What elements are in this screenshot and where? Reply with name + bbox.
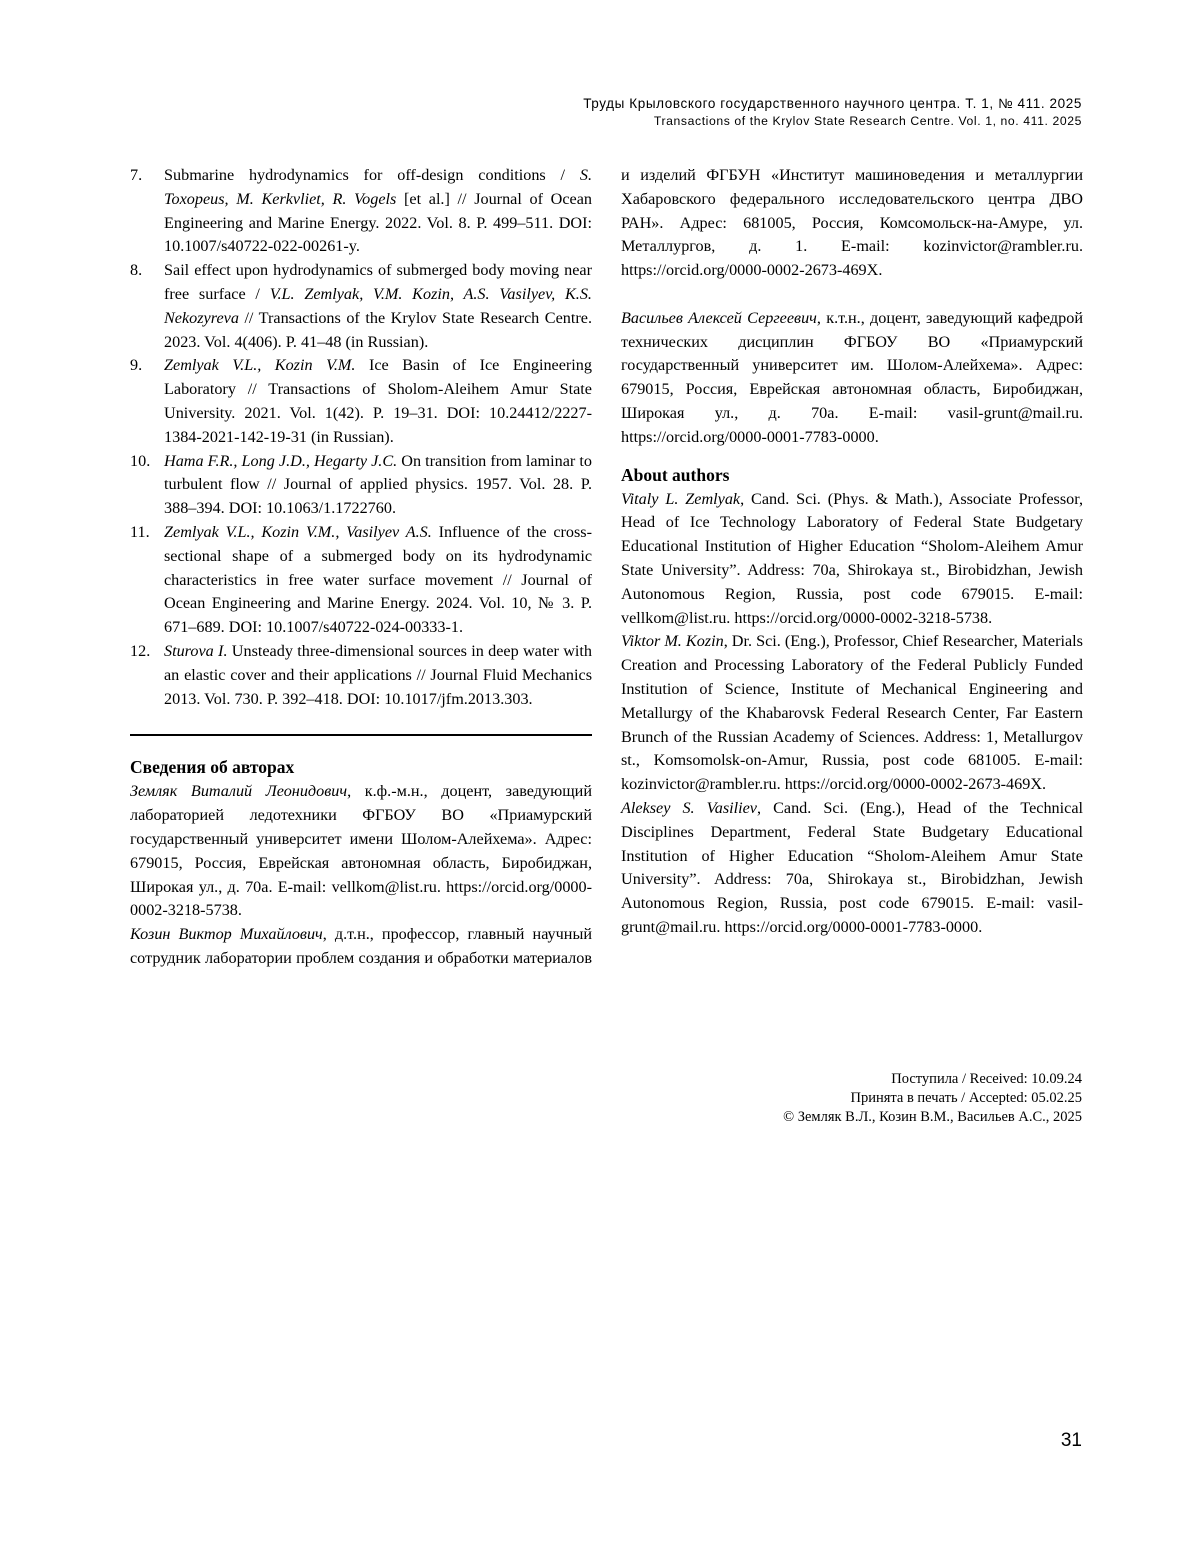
reference-item: [130, 354, 592, 449]
received-date: Поступила / Received: 10.09.24: [891, 1071, 1082, 1087]
author-details: , к.ф.-м.н., доцент, заведующий лабораторией ледотехники ФГБОУ ВО «Приамурский государственный университет имени Шолом-Алейхема». Адрес: 679015, Россия, Еврейская автономная область, Биробиджан, Широкая ул., д. 70а. E-mail: vellkom@list.ru. https://orcid.org/0000-0002-3218-5738.: [130, 782, 592, 920]
author-details: , к.т.н., доцент, заведующий кафедрой технических дисциплин ФГБОУ ВО «Приамурский государственный университет им. Шолом-Алейхема». Адрес: 679015, Россия, Еврейская автономная область, Биробиджан, Широкая ул., д. 70а. E-mail: vasil-grunt@mail.ru. https://orcid.org/0000-0001-7783-0000.: [621, 308, 1083, 446]
author-name: Aleksey S. Vasiliev: [621, 798, 757, 817]
en-author-entry: [621, 488, 1083, 631]
reference-number: 12.: [130, 641, 151, 660]
author-name: Vitaly L. Zemlyak: [621, 489, 741, 508]
reference-source: Ice Basin of Ice Engineering Laboratory // Transactions of Sholom-Aleihem Amur State University. 2021. Vol. 1(42). P. 19–31. DOI: 10.24412/2227-1384-2021-142-19-31 (in Russian).: [164, 356, 592, 446]
copyright-line: © Земляк В.Л., Козин В.М., Васильев А.С., 2025: [783, 1109, 1082, 1125]
left-column: [130, 164, 592, 971]
ru-author-entry: [130, 780, 592, 923]
reference-number: 9.: [130, 356, 143, 375]
reference-authors: S. Toxopeus, M. Kerkvliet, R. Vogels: [164, 166, 592, 208]
author-details: , Cand. Sci. (Phys. & Math.), Associate Professor, Head of Ice Technology Laboratory of Federal State Budgetary Educational Institution of Higher Education “Sholom-Aleihem Amur State University”. Address: 70a, Shirokaya st., Birobidzhan, Jewish Autonomous Region, Russia, post code 679015. E-mail: vellkom@list.ru. https://orcid.org/0000-0002-3218-5738.: [621, 489, 1083, 627]
reference-source: [et al.] // Journal of Ocean Engineering and Marine Energy. 2022. Vol. 8. P. 499–511. DOI: 10.1007/s40722-022-00261-y.: [164, 189, 592, 256]
article-dates: [783, 1070, 1082, 1127]
reference-source: // Transactions of the Krylov State Research Centre. 2023. Vol. 4(406). P. 41–48 (in Russian).: [164, 308, 592, 351]
reference-text: [164, 521, 592, 640]
right-column: [621, 164, 1083, 940]
reference-text: [164, 259, 592, 354]
reference-authors: Hama F.R., Long J.D., Hegarty J.C.: [164, 451, 398, 470]
author-details: , Dr. Sci. (Eng.), Professor, Chief Researcher, Materials Creation and Processing Laboratory of the Federal Publicly Funded Institution of Science, Institute of Mechanical Engineering and Metallurgy of the Khabarovsk Federal Research Center, Far Eastern Brunch of the Russian Academy of Sciences. Address: 1, Metallurgov st., Komsomolsk-on-Amur, Russia, post code 681005. E-mail: kozinvictor@rambler.ru. https://orcid.org/0000-0002-2673-469X.: [621, 632, 1083, 794]
reference-text: [164, 354, 592, 449]
reference-item: [130, 450, 592, 521]
author-name: Viktor M. Kozin: [621, 632, 724, 651]
author-name: Земляк Виталий Леонидович: [130, 782, 348, 801]
reference-number: 8.: [130, 261, 143, 280]
reference-number: 7.: [130, 166, 143, 184]
reference-title: Submarine hydrodynamics for off-design conditions /: [164, 166, 580, 184]
reference-text: [164, 164, 592, 259]
reference-text: [164, 450, 592, 521]
ru-author-part-1: [130, 780, 592, 970]
en-author-entry: [621, 630, 1083, 797]
reference-source: On transition from laminar to turbulent flow // Journal of applied physics. 1957. Vol. 28. P. 388–394. DOI: 10.1063/1.1722760.: [164, 451, 592, 518]
journal-title-ru: Труды Крыловского государственного научного центра. Т. 1, № 411. 2025: [583, 96, 1082, 111]
author-name: Козин Виктор Михайлович: [130, 925, 323, 944]
reference-item: [130, 521, 592, 640]
en-authors-heading: About authors: [621, 464, 730, 485]
en-author-entry: [621, 797, 1083, 940]
author-details: и изделий ФГБУН «Институт машиноведения и металлургии Хабаровского федерального исследовательского центра ДВО РАН». Адрес: 681005, Россия, Комсомольск-на-Амуре, ул. Металлургов, д. 1. E-mail: kozinvictor@rambler.ru. https://orcid.org/0000-0002-2673-469X.: [621, 166, 1083, 280]
reference-authors: Zemlyak V.L., Kozin V.M., Vasilyev A.S.: [164, 522, 432, 541]
reference-item: [130, 259, 592, 354]
accepted-date: Принята в печать / Accepted: 05.02.25: [850, 1090, 1082, 1106]
reference-authors: Sturova I.: [164, 641, 228, 660]
reference-text: [164, 640, 592, 711]
ru-author-entry: [621, 307, 1083, 450]
author-details: , Cand. Sci. (Eng.), Head of the Technical Disciplines Department, Federal State Budgetary Educational Institution of Higher Education “Sholom-Aleihem Amur State University”. Address: 70a, Shirokaya st., Birobidzhan, Jewish Autonomous Region, Russia, post code 679015. E-mail: vasil-grunt@mail.ru. https://orcid.org/0000-0001-7783-0000.: [621, 798, 1083, 936]
reference-number: 11.: [130, 522, 150, 541]
journal-title-en: Transactions of the Krylov State Research Centre. Vol. 1, no. 411. 2025: [653, 114, 1082, 128]
page-number: 31: [1060, 1430, 1082, 1451]
section-divider: [130, 734, 592, 736]
reference-source: Influence of the cross-sectional shape of a submerged body on its hydrodynamic characteristics in free water surface movement // Journal of Ocean Engineering and Marine Energy. 2024. Vol. 10, № 3. P. 671–689. DOI: 10.1007/s40722-024-00333-1.: [164, 522, 592, 637]
reference-authors: Zemlyak V.L., Kozin V.M.: [164, 356, 356, 375]
ru-author-entry: [621, 164, 1083, 283]
author-name: Васильев Алексей Сергеевич: [621, 308, 817, 327]
reference-item: [130, 164, 592, 259]
author-details: , д.т.н., профессор, главный научный сотрудник лаборатории проблем создания и обработки материалов: [130, 925, 592, 967]
ru-author-entry: [130, 923, 592, 971]
running-header: [583, 95, 1082, 129]
reference-source: Unsteady three-dimensional sources in deep water with an elastic cover and their applications // Journal Fluid Mechanics 2013. Vol. 730. P. 392–418. DOI: 10.1017/jfm.2013.303.: [164, 641, 592, 708]
reference-title: Sail effect upon hydrodynamics of submerged body moving near free surface /: [164, 261, 592, 303]
ru-author-continued: [621, 164, 1083, 307]
reference-number: 10.: [130, 451, 151, 470]
reference-item: [130, 640, 592, 711]
ru-authors-heading: Сведения об авторах: [130, 757, 295, 778]
reference-list: [130, 164, 592, 711]
reference-authors: V.L. Zemlyak, V.M. Kozin, A.S. Vasilyev, K.S. Nekozyreva: [164, 284, 592, 327]
